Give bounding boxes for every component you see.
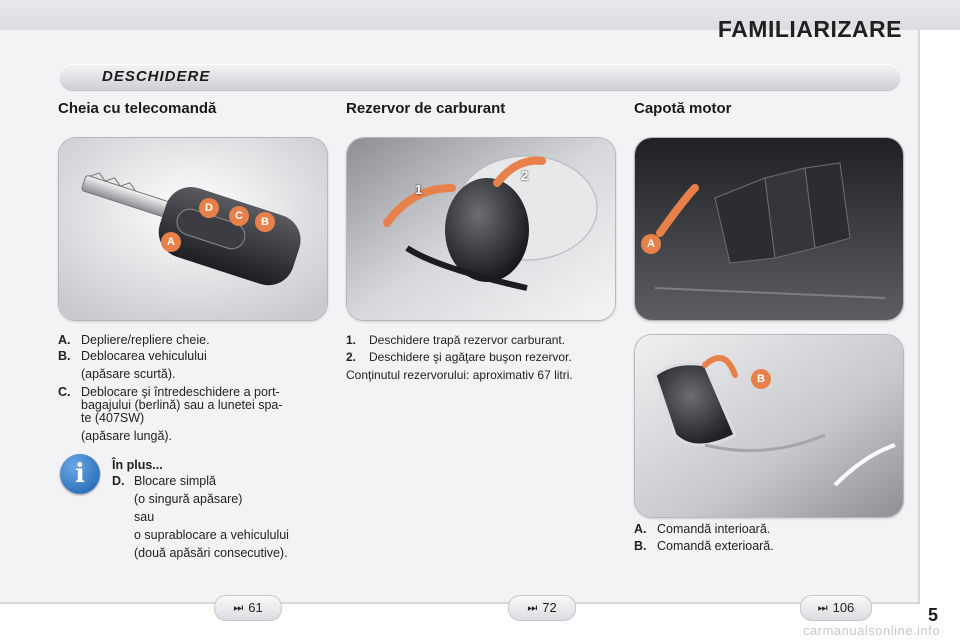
key-item-c-label: C. — [58, 385, 71, 399]
key-item-b-sub: (apăsare scurtă). — [81, 367, 176, 381]
info-label: D. — [112, 474, 125, 488]
fuel-item-1-text: Deschidere trapă rezervor carburant. — [369, 333, 566, 347]
ref-link-72[interactable] — [508, 595, 576, 621]
key-label-b: B — [255, 212, 275, 232]
ref-page-61: 61 — [248, 600, 263, 615]
key-item-c-sub: (apăsare lungă). — [81, 429, 173, 443]
heading-fuel: Rezervor de carburant — [346, 100, 506, 117]
heading-bonnet: Capotă motor — [634, 100, 732, 117]
key-item-c-line2: bagajului (berlină) sau a lunetei spa- — [81, 398, 283, 412]
fast-forward-icon: ⏭ — [233, 602, 244, 614]
fast-forward-icon: ⏭ — [527, 602, 538, 614]
fuel-label-1: 1 — [415, 182, 423, 197]
key-item-c-line1: Deblocare şi întredeschidere a port- — [81, 385, 280, 399]
fuel-list — [346, 333, 621, 393]
fuel-photo — [346, 137, 616, 321]
bonnet-label-a-photo: A — [641, 234, 661, 254]
heading-key: Cheia cu telecomandă — [58, 100, 217, 117]
fuel-item-2-text: Deschidere şi agăţare buşon rezervor. — [369, 350, 572, 364]
watermark: carmanualsonline.info — [803, 623, 940, 638]
info-box — [112, 458, 342, 568]
key-item-a-label: A. — [58, 333, 71, 347]
key-list — [58, 333, 338, 448]
ref-page-72: 72 — [542, 600, 557, 615]
key-label-c: C — [229, 206, 249, 226]
bonnet-item-b-label: B. — [634, 539, 647, 553]
page-number: 5 — [927, 605, 938, 625]
page-title: FAMILIARIZARE — [717, 16, 902, 42]
ref-link-61[interactable] — [214, 595, 282, 621]
bonnet-exterior-photo — [634, 334, 904, 518]
key-label-a: A — [161, 232, 181, 252]
fuel-item-2-label: 2. — [346, 350, 357, 364]
fuel-item-1-label: 1. — [346, 333, 357, 347]
key-item-a-text: Depliere/repliere cheie. — [81, 333, 210, 347]
key-item-c-line3: te (407SW) — [81, 411, 145, 425]
info-line-2: (o singură apăsare) — [134, 492, 243, 506]
bonnet-item-a-label: A. — [634, 522, 647, 536]
info-title: În plus... — [112, 458, 163, 472]
section-title: DESCHIDERE — [102, 68, 211, 85]
fuel-note: Conţinutul rezervorului: aproximativ 67 litri. — [346, 368, 573, 382]
key-label-d: D — [199, 198, 219, 218]
ref-link-106[interactable] — [800, 595, 872, 621]
key-item-b-text: Deblocarea vehiculului — [81, 349, 207, 363]
info-line-1: Blocare simplă — [134, 474, 216, 488]
bonnet-item-a-text: Comandă interioară. — [657, 522, 771, 536]
info-line-4: o suprablocare a vehiculului — [134, 528, 289, 542]
info-line-3: sau — [134, 510, 155, 524]
bonnet-label-b-photo: B — [751, 369, 771, 389]
bonnet-list — [634, 522, 894, 558]
fast-forward-icon: ⏭ — [817, 602, 828, 614]
bonnet-item-b-text: Comandă exterioară. — [657, 539, 774, 553]
ref-page-106: 106 — [832, 600, 855, 615]
info-line-5: (două apăsări consecutive). — [134, 546, 288, 560]
bonnet-interior-photo — [634, 137, 904, 321]
key-photo — [58, 137, 328, 321]
fuel-label-2: 2 — [521, 168, 529, 183]
info-icon: i — [60, 454, 100, 494]
key-item-b-label: B. — [58, 349, 71, 363]
